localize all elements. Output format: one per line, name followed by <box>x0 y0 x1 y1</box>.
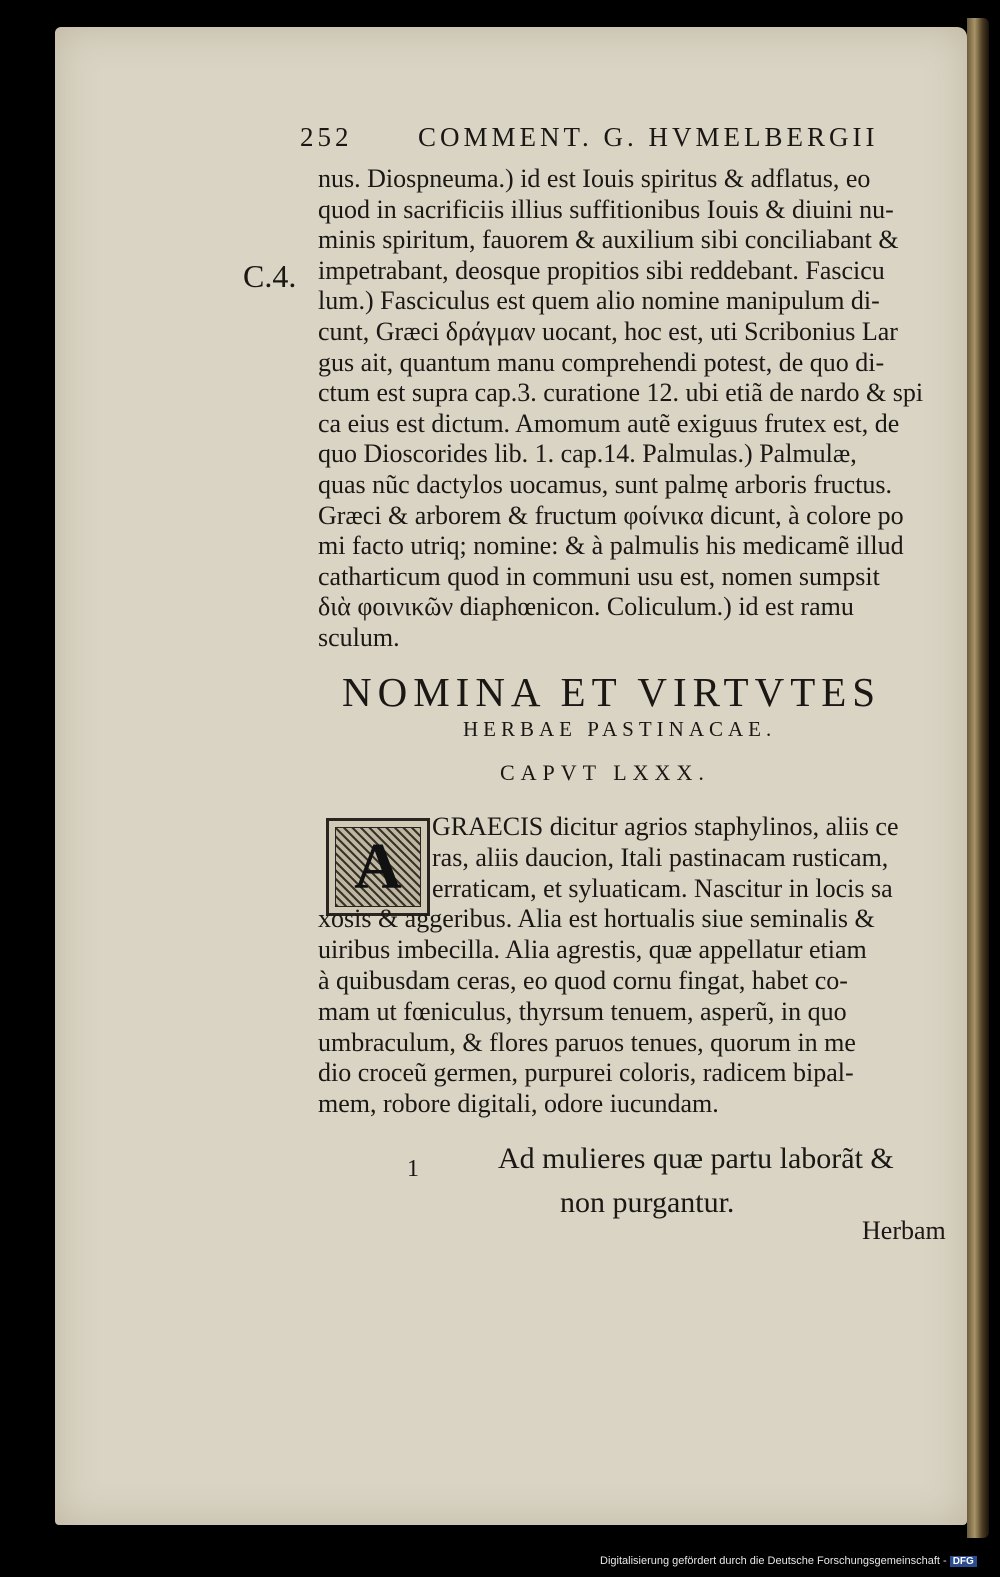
decorated-initial <box>326 818 430 916</box>
running-head: COMMENT. G. HVMELBERGII <box>418 122 879 152</box>
text-line: dio croceũ germen, purpurei coloris, radicem bipal- <box>318 1058 854 1088</box>
initial-letter: A <box>354 830 402 903</box>
text-line: catharticum quod in communi usu est, nomen sumpsit <box>318 561 880 591</box>
chapter-label: CAPVT LXXX. <box>500 760 710 785</box>
text-line: sculum. <box>318 623 400 652</box>
text-line: impetrabant, deosque propitios sibi reddebant. Fascicu <box>318 255 885 285</box>
footer-text: Digitalisierung gefördert durch die Deutsche Forschungsgemeinschaft - <box>600 1555 947 1567</box>
text-line: ctum est supra cap.3. curatione 12. ubi etiã de nardo & spi <box>318 378 924 408</box>
section-heading-line1: Ad mulieres quæ partu laborãt & <box>498 1142 894 1175</box>
section-title: NOMINA ET VIRTVTES <box>342 669 882 715</box>
text-line: ras, aliis daucion, Itali pastinacam rusticam, <box>432 842 889 872</box>
text-line: gus ait, quantum manu comprehendi potest, de quo di- <box>318 347 885 377</box>
text-line: Græci & arborem & fructum φοίνικα dicunt, à colore po <box>318 500 904 530</box>
text-line: mem, robore digitali, odore iucundam. <box>318 1089 719 1119</box>
text-line: minis spiritum, fauorem & auxilium sibi conciliabant & <box>318 225 899 255</box>
text-line: ca eius est dictum. Amomum autẽ exiguus frutex est, de <box>318 408 900 438</box>
text-line: cunt, Græci δράγμαν uocant, hoc est, uti Scribonius Lar <box>318 317 898 346</box>
text-line: mi facto utriq; nomine: & à palmulis his medicamẽ illud <box>318 531 904 561</box>
catchword: Herbam <box>862 1216 946 1245</box>
text-line: quo Dioscorides lib. 1. cap.14. Palmulas.) Palmulæ, <box>318 439 857 469</box>
footer <box>600 1555 977 1567</box>
text-line: mam ut fœniculus, thyrsum tenuem, asperũ, in quo <box>318 996 847 1026</box>
text-line: umbraculum, & flores paruos tenues, quorum in me <box>318 1027 856 1057</box>
text-line: διὰ φοινικῶν diaphœnicon. Coliculum.) id est ramu <box>318 592 854 622</box>
book-edge <box>967 18 989 1538</box>
dfg-logo: DFG <box>950 1556 977 1567</box>
text-line: xosis & aggeribus. Alia est hortualis siue seminalis & <box>318 904 875 934</box>
text-line: lum.) Fasciculus est quem alio nomine manipulum di- <box>318 286 880 316</box>
text-line: à quibusdam ceras, eo quod cornu fingat, habet co- <box>318 966 848 995</box>
text-line: erraticam, et syluaticam. Nascitur in locis sa <box>432 873 893 903</box>
section-number: 1 <box>407 1156 419 1182</box>
text-line: quod in sacrificiis illius suffitionibus Iouis & diuini nu- <box>318 194 894 224</box>
section-subtitle: HERBAE PASTINACAE. <box>463 717 777 741</box>
section-heading-line2: non purgantur. <box>560 1186 735 1219</box>
page-number: 252 <box>300 122 353 152</box>
text-line: uiribus imbecilla. Alia agrestis, quæ appellatur etiam <box>318 935 867 965</box>
text-line: quas nũc dactylos uocamus, sunt palmę arboris fructus. <box>318 470 893 499</box>
margin-note: C.4. <box>243 258 297 294</box>
text-line: GRAECIS dicitur agrios staphylinos, aliis ce <box>432 812 899 841</box>
text-line: nus. Diospneuma.) id est Iouis spiritus & adflatus, eo <box>318 164 871 193</box>
